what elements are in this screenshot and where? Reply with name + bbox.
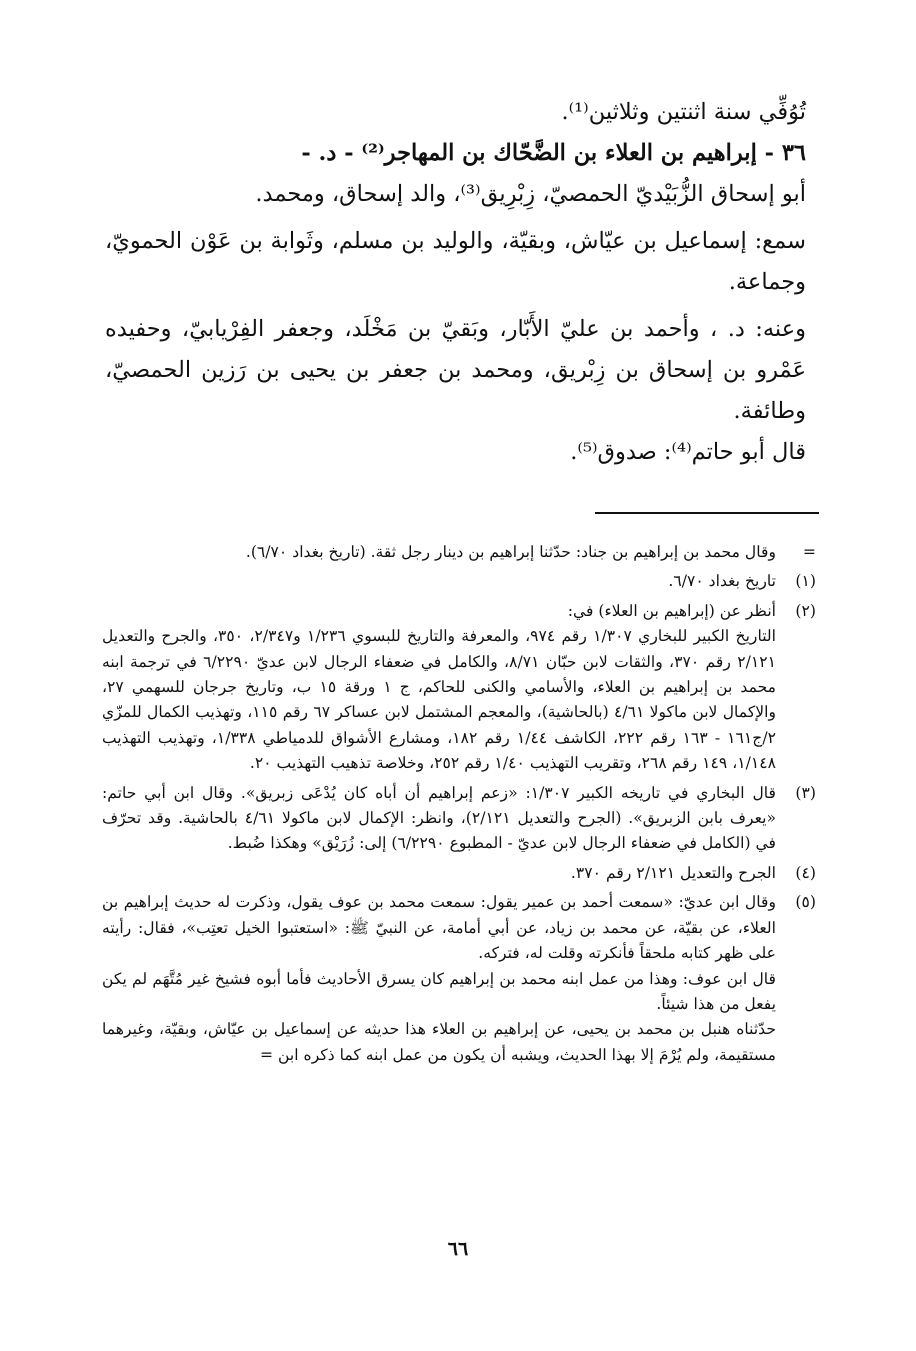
footnote-3: [102, 781, 816, 857]
footnote-5: [102, 890, 816, 1068]
footnote-paragraph: الجرح والتعديل ٢/١٢١ رقم ٣٧٠.: [570, 863, 776, 882]
heard-from-paragraph: سمع: إسماعيل بن عيّاش، وبقيّة، والوليد بن مسلم، وثَوابة بن عَوْن الحمويّ، وجماعة.: [105, 228, 806, 295]
footnote-number: (٣): [795, 783, 816, 802]
footnote-paragraph: وقال محمد بن إبراهيم بن جناد: حدّثنا إبراهيم بن دينار رجل ثقة. (تاريخ بغداد ٦/٧٠).: [245, 543, 776, 561]
footnote-continuation: [102, 540, 816, 565]
footnote-text: [102, 569, 776, 594]
page-number: ٦٦: [447, 1238, 469, 1260]
main-text: [105, 92, 806, 473]
footnote-separator: [595, 512, 819, 514]
entry-heading: ٣٦ - إبراهيم بن العلاء بن الضَّحّاك بن المهاجر⁽²⁾ - د. -: [301, 140, 806, 166]
footnote-4: [102, 861, 816, 886]
footnote-text: [102, 781, 776, 857]
footnote-2: [102, 599, 816, 777]
footnote-text: [102, 540, 776, 565]
footnote-paragraph: حدّثناه هنبل بن محمد بن يحيى، عن إبراهيم بن العلاء هذا حديثه عن إسماعيل بن عيّاش، وبقيّة، وغيرهما مستقيمة، ولم يُرْمَ إلا بهذا الحديث، ويشبه أن يكون من عمل ابنه كما ذكره ابن =: [102, 1020, 776, 1064]
footnote-number: (٤): [795, 863, 816, 882]
footnote-paragraph: قال ابن عوف: وهذا من عمل ابنه محمد بن إبراهيم كان يسرق الأحاديث فأما أبوه فشيخ غير مُتَّهَم لم يكن يفعل من هذا شيئاً.: [102, 969, 776, 1013]
footnote-text: [102, 890, 776, 1068]
footnote-number: (٢): [795, 601, 816, 620]
footnote-paragraph: أنظر عن (إبراهيم بن العلاء) في:: [567, 601, 776, 620]
footnote-paragraph: تاريخ بغداد ٦/٧٠.: [668, 572, 776, 591]
footnote-text: [102, 599, 776, 777]
death-note-line: تُوُفِّي سنة اثنتين وثلاثين⁽¹⁾.: [561, 99, 806, 125]
footnote-paragraph: وقال ابن عديّ: «سمعت أحمد بن عمير يقول: سمعت محمد بن عوف يقول، وذكرت له حديث إبراهيم بن العلاء، عن بقيّة، عن محمد بن زياد، عن أبي أمامة، عن النبيّ ﷺ: «استعتبوا الخيل تعتِب»، فقال: رأيته على ظهر كتابه ملحقاً فأنكرته وقلت له، فتركه.: [102, 893, 776, 963]
footnote-1: [102, 569, 816, 594]
footnote-marker: =: [802, 543, 816, 561]
footnote-number: (١): [795, 572, 816, 591]
footnote-paragraph: التاريخ الكبير للبخاري ١/٣٠٧ رقم ٩٧٤، والمعرفة والتاريخ للبسوي ١/٢٣٦ و٢/٣٤٧، ٣٥٠، والجرح والتعديل ٢/١٢١ رقم ٣٧٠، والثقات لابن حبّان ٨/٧١، والكامل في ضعفاء الرجال لابن عديّ ٦/٢٢٩٠ في ترجمة ابنه محمد بن إبراهيم بن العلاء، والأسامي والكنى للحاكم، ج ١ ورقة ١٥ ب، وتاريخ جرجان للسهمي ٢٧، والإكمال لابن ماكولا ٤/٦١ (بالحاشية)، والمعجم المشتمل لابن عساكر ٦٧ رقم ١١٥، وتهذيب الكمال للمزّي ٢/ج١٦١ - ١٦٣ رقم ٢٢٢، الكاشف ١/٤٤ رقم ١٨٢، ومشارع الأشواق للدمياطي ١/٣٣٨، وتهذيب التهذيب ١/١٤٨، ١٤٩ رقم ٢٦٨، وتقريب التهذيب ١/٤٠ رقم ٢٥٢، وخلاصة تذهيب التهذيب ٢٠.: [102, 627, 777, 773]
footnote-paragraph: قال البخاري في تاريخه الكبير ١/٣٠٧: «زعم إبراهيم أن أباه كان يُدْعَى زبريق». وقال ابن أبي حاتم: «يعرف بابن الزبريق». (الجرح والتعديل ٢/١٢١)، وانظر: الإكمال لابن ماكولا ٤/٦١ بالحاشية. وقد تحرّف في (الكامل في ضعفاء الرجال لابن عديّ - المطبوع ٦/٢٢٩٠) إلى: زُرَيْق» وهكذا ضُبط.: [102, 783, 776, 853]
entry-name-line: أبو إسحاق الزُّبَيْديّ الحمصيّ، زِبْرِيق⁽³⁾، والد إسحاق، ومحمد.: [255, 181, 806, 207]
footnote-number: (٥): [795, 893, 816, 912]
verdict-line: قال أبو حاتم⁽⁴⁾: صدوق⁽⁵⁾.: [570, 439, 806, 465]
footnote-text: [102, 861, 776, 886]
narrators-paragraph: وعنه: د. ، وأحمد بن عليّ الأَبّار، وبَقيّ بن مَخْلَد، وجعفر الفِرْيابيّ، وحفيده عَمْرو بن إسحاق بن زِبْريق، ومحمد بن جعفر بن يحيى بن رَزين الحمصيّ، وطائفة.: [105, 316, 806, 424]
footnotes: [102, 540, 816, 1072]
